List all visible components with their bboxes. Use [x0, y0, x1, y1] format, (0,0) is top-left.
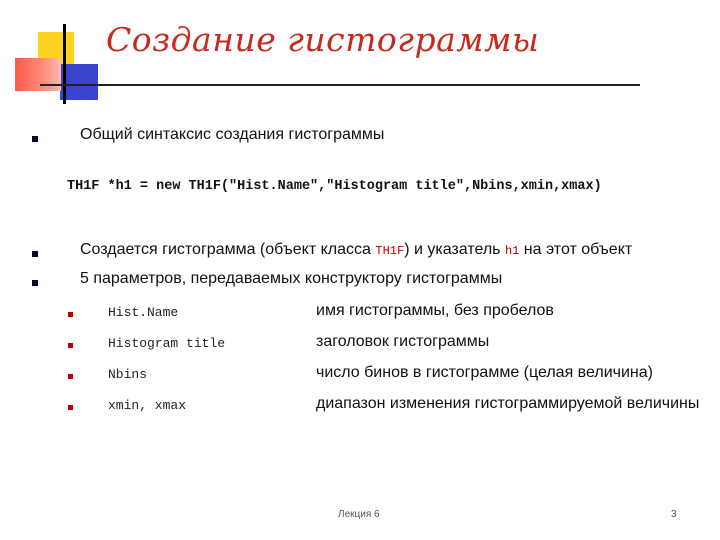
decor-red-square	[15, 58, 61, 91]
param-name: Hist.Name	[108, 305, 179, 320]
footer-lecture: Лекция 6	[338, 509, 380, 520]
sub-bullet-icon	[68, 312, 73, 317]
pointer-code: h1	[504, 244, 520, 258]
title-underline	[40, 84, 640, 86]
sub-bullet-icon	[68, 405, 73, 410]
bullet-icon	[32, 251, 38, 257]
param-desc: число бинов в гистограмме (целая величина)	[316, 364, 653, 381]
params-intro: 5 параметров, передаваемых конструктору гистограммы	[80, 270, 503, 287]
class-name-code: TH1F	[375, 244, 405, 258]
created-text	[80, 241, 632, 259]
param-desc: имя гистограммы, без пробелов	[316, 302, 554, 319]
created-middle: ) и указатель	[404, 241, 505, 258]
param-name: Nbins	[108, 367, 148, 382]
sub-bullet-icon	[68, 374, 73, 379]
param-name: Histogram title	[108, 336, 226, 351]
sub-bullet-icon	[68, 343, 73, 348]
param-desc: диапазон изменения гистограммируемой величины	[316, 395, 700, 412]
param-desc: заголовок гистограммы	[316, 333, 490, 350]
syntax-heading: Общий синтаксис создания гистограммы	[80, 126, 385, 143]
constructor-code: TH1F *h1 = new TH1F("Hist.Name","Histogram title",Nbins,xmin,xmax)	[67, 179, 602, 194]
decor-vertical-line	[63, 24, 66, 104]
param-name: xmin, xmax	[108, 398, 187, 413]
created-prefix: Создается гистограмма (объект класса	[80, 241, 376, 258]
created-suffix: на этот объект	[519, 241, 633, 258]
footer-page-number: 3	[671, 509, 677, 520]
slide-title: Создание гистограммы	[106, 20, 540, 59]
bullet-icon	[32, 280, 38, 286]
bullet-icon	[32, 136, 38, 142]
